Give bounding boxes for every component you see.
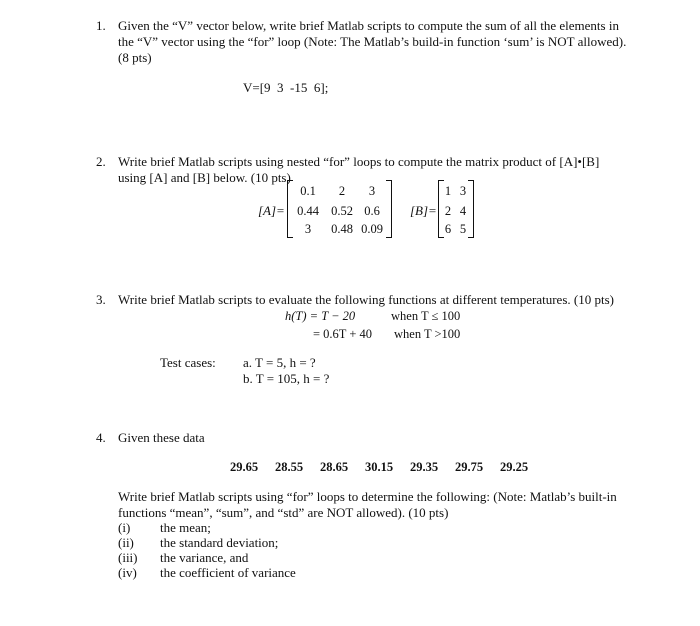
q4-number: 4. — [96, 430, 106, 445]
matrix-b-cell: 4 — [459, 204, 467, 218]
q4-item-text: the standard deviation; — [160, 535, 279, 550]
matrix-a-label: [A]= — [258, 203, 285, 218]
q2-line-1: Write brief Matlab scripts using nested “for” loops to compute the matrix product of [A]•[B] — [118, 154, 600, 169]
matrix-a-cell: 3 — [304, 222, 312, 236]
q3-test-cases-label: Test cases: — [160, 355, 216, 370]
matrix-b-cell: 2 — [444, 204, 452, 218]
matrix-b-cell: 3 — [459, 184, 467, 198]
q1-line-2: the “V” vector using the “for” loop (Note: The Matlab’s build-in function ‘sum’ is NOT allowed). — [118, 34, 627, 49]
q4-data-value: 29.35 — [410, 460, 439, 474]
q4-data-value: 28.55 — [275, 460, 304, 474]
q4-text-2: functions “mean”, “sum”, and “std” are NOT allowed). (10 pts) — [118, 505, 449, 520]
matrix-a-cell: 0.48 — [331, 222, 353, 236]
q1-line-3: (8 pts) — [118, 50, 152, 65]
matrix-a-cell: 0.52 — [331, 204, 353, 218]
q3-case-a: a. T = 5, h = ? — [243, 355, 316, 370]
q4-item-text: the variance, and — [160, 550, 249, 565]
matrix-a-cell: 3 — [368, 184, 376, 198]
q4-item-numeral: (ii) — [118, 535, 134, 550]
q4-item-numeral: (i) — [118, 520, 131, 535]
matrix-b-cell: 6 — [444, 222, 452, 236]
matrix-a-cell: 2 — [338, 184, 346, 198]
matrix-a-cell: 0.6 — [364, 204, 380, 218]
matrix-b-label: [B]= — [410, 203, 437, 218]
q2-number: 2. — [96, 154, 106, 169]
q1-vector: V=[9 3 -15 6]; — [243, 80, 329, 95]
matrix-a-cell: 0.44 — [297, 204, 319, 218]
matrix-a-cell: 0.1 — [300, 184, 316, 198]
q4-item-numeral: (iv) — [118, 565, 137, 580]
q2-line-2: using [A] and [B] below. (10 pts) — [118, 170, 291, 185]
q4-data-value: 29.65 — [230, 460, 259, 474]
q4-item-text: the coefficient of variance — [160, 565, 296, 580]
q3-number: 3. — [96, 292, 106, 307]
q1-number: 1. — [96, 18, 106, 33]
q3-condition-2: when T >100 — [394, 327, 461, 341]
q4-item-text: the mean; — [160, 520, 211, 535]
q4-data-value: 29.25 — [500, 460, 529, 474]
q4-line-1: Given these data — [118, 430, 205, 445]
q3-function-line-2: = 0.6T + 40 — [313, 327, 373, 341]
q4-text-1: Write brief Matlab scripts using “for” loops to determine the following: (Note: Matlab’s built-in — [118, 489, 617, 504]
matrix-b-cell: 1 — [444, 184, 452, 198]
matrix-a-cell: 0.09 — [361, 222, 383, 236]
q3-line-1: Write brief Matlab scripts to evaluate the following functions at different temperatures. (10 pts) — [118, 292, 614, 307]
q3-function-line-1: h(T) = T − 20 — [285, 309, 356, 323]
q4-data-value: 30.15 — [365, 460, 394, 474]
matrix-b-cell: 5 — [459, 222, 467, 236]
q4-data-value: 28.65 — [320, 460, 349, 474]
q4-data-value: 29.75 — [455, 460, 484, 474]
q3-condition-1: when T ≤ 100 — [391, 309, 461, 323]
q3-case-b: b. T = 105, h = ? — [243, 371, 330, 386]
q4-item-numeral: (iii) — [118, 550, 138, 565]
q1-line-1: Given the “V” vector below, write brief Matlab scripts to compute the sum of all the elements in — [118, 18, 619, 33]
